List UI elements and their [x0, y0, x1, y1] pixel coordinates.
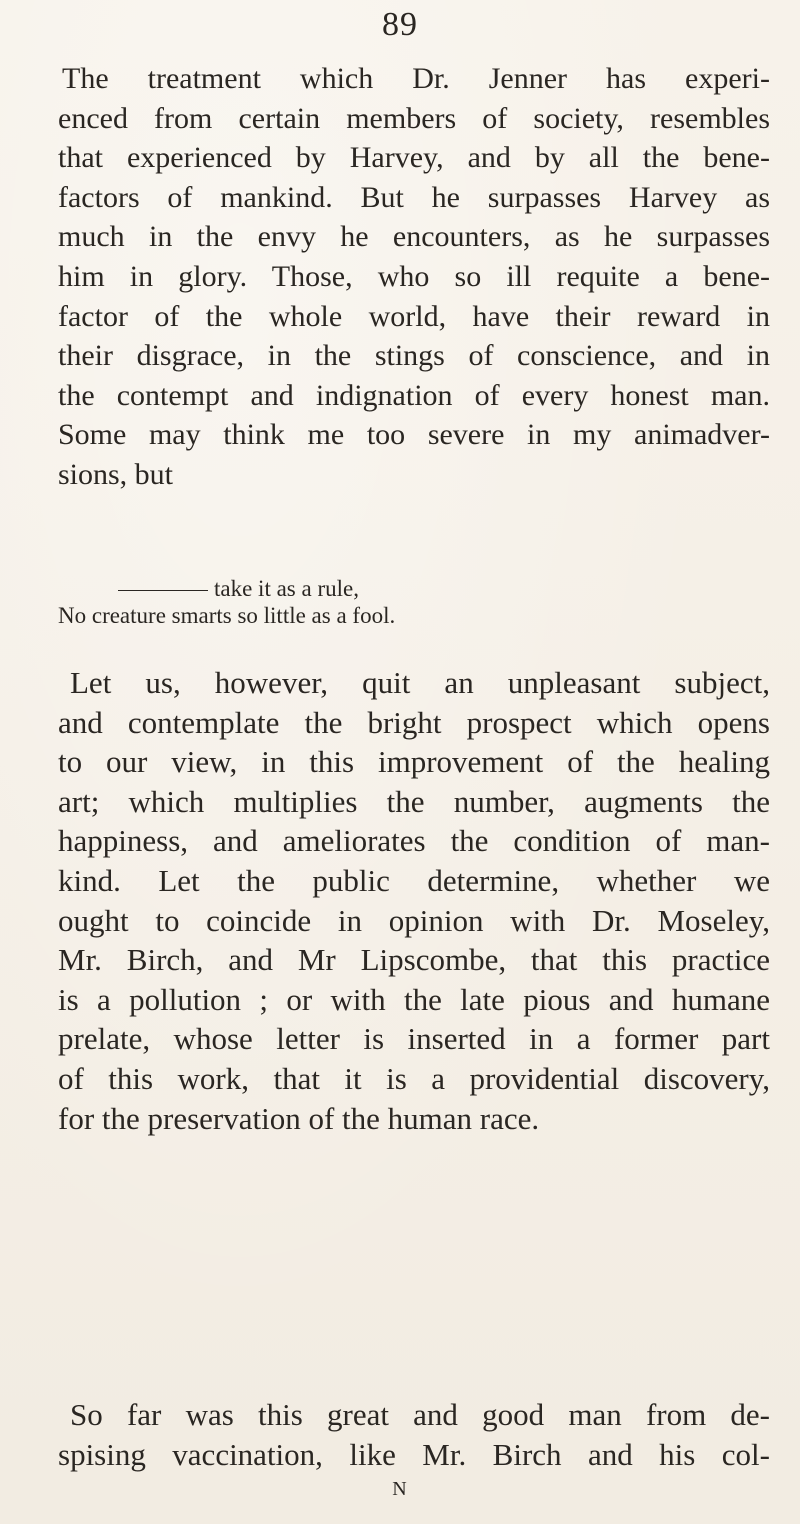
text-line: ought to coincide in opinion with Dr. Moseley,: [58, 902, 770, 938]
text-line: enced from certain members of society, resembles: [58, 101, 770, 135]
verse-quotation: [58, 575, 618, 629]
text-line: kind. Let the public determine, whether we: [58, 862, 770, 898]
quote-line-2: No creature smarts so little as a fool.: [58, 603, 396, 628]
paragraph-2: [58, 663, 770, 1138]
quote-line-1-text: take it as a rule,: [214, 576, 359, 601]
page-number: 89: [382, 6, 418, 43]
text-line: prelate, whose letter is inserted in a former part: [58, 1021, 770, 1057]
text-line: of this work, that it is a providential discovery,: [58, 1060, 770, 1096]
text-line: is a pollution ; or with the late pious and humane: [58, 981, 770, 1017]
text-line: the contempt and indignation of every honest man.: [58, 378, 770, 412]
quote-line-1: [58, 575, 618, 602]
text-line: happiness, and ameliorates the condition of man-: [58, 823, 770, 859]
text-line: Let us, however, quit an unpleasant subject,: [70, 665, 770, 700]
text-line: him in glory. Those, who so ill requite a bene-: [58, 259, 770, 293]
text-line: sions, but: [58, 457, 174, 491]
text-line: art; which multiplies the number, augments the: [58, 783, 770, 819]
text-line: spising vaccination, like Mr. Birch and his col-: [58, 1436, 770, 1472]
text-line: The treatment which Dr. Jenner has experi-: [62, 62, 770, 95]
text-line: Some may think me too severe in my animadver-: [58, 418, 770, 452]
quote-dash: [118, 590, 208, 592]
text-line: for the preservation of the human race.: [58, 1100, 540, 1136]
text-line: Mr. Birch, and Mr Lipscombe, that this practice: [58, 942, 770, 978]
paragraph-1: [58, 59, 770, 495]
text-line: that experienced by Harvey, and by all the bene-: [58, 141, 770, 175]
text-line: factor of the whole world, have their reward in: [58, 299, 770, 333]
text-line: their disgrace, in the stings of conscience, and in: [58, 339, 770, 373]
text-line: to our view, in this improvement of the healing: [58, 744, 770, 780]
text-line: So far was this great and good man from de-: [70, 1397, 770, 1432]
text-line: factors of mankind. But he surpasses Harvey as: [58, 180, 770, 214]
text-line: and contemplate the bright prospect which opens: [58, 704, 770, 740]
signature-mark: N: [392, 1478, 408, 1500]
text-line: much in the envy he encounters, as he surpasses: [58, 220, 770, 254]
paragraph-3: [58, 1395, 770, 1474]
